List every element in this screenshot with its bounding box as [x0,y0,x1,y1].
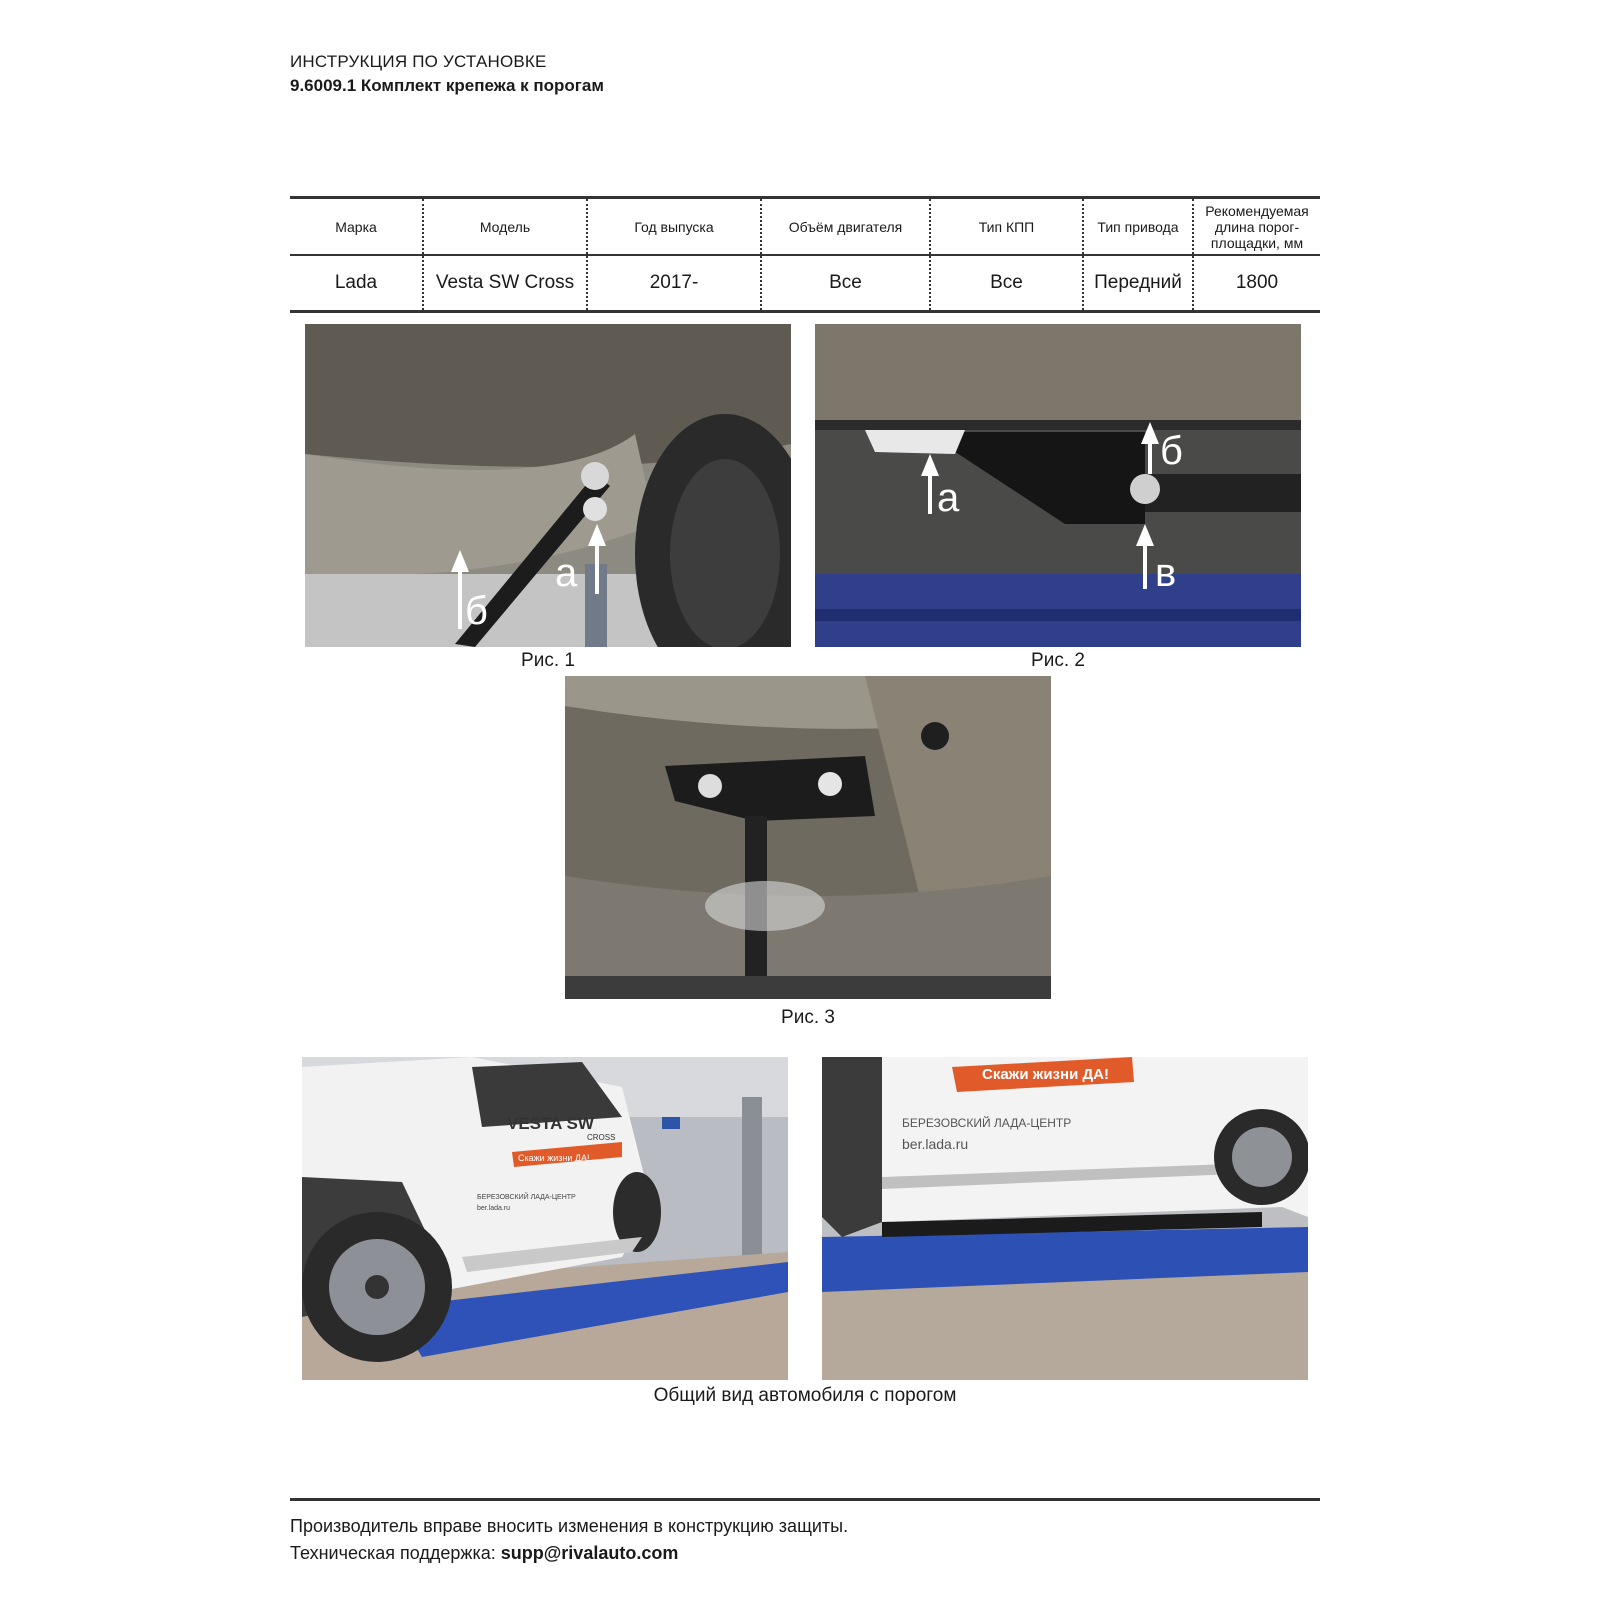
spec-header-cell: Тип привода [1083,198,1193,256]
footer-divider [290,1498,1320,1501]
footer [290,1513,848,1567]
spec-header-cell: Рекомендуемая длина порог-площадки, мм [1193,198,1320,256]
spec-table [290,196,1320,313]
spec-value-cell: Vesta SW Cross [423,255,587,312]
overview-car-text-model: VESTA SW [507,1114,594,1133]
figure-1-label-b: б [465,589,488,633]
footer-support-label: Техническая поддержка: [290,1543,496,1563]
figure-1-label-a: а [555,551,578,595]
figure-2-label-a: а [937,476,960,520]
overview-car-text-site-2: ber.lada.ru [902,1136,969,1152]
overview-car-text-slogan: Скажи жизни ДА! [518,1153,590,1163]
overview-car-text-dealer-2: БЕРЕЗОВСКИЙ ЛАДА-ЦЕНТР [902,1116,1072,1130]
figure-2-photo [815,324,1301,647]
spec-header-cell: Модель [423,198,587,256]
document-title: ИНСТРУКЦИЯ ПО УСТАНОВКЕ [290,52,547,71]
spec-value-cell: 2017- [587,255,761,312]
overview-car-text-dealer: БЕРЕЗОВСКИЙ ЛАДА-ЦЕНТР [477,1194,576,1201]
spec-table-header-row [290,198,1320,256]
overview-car-text-cross: CROSS [587,1133,616,1142]
support-email-link[interactable]: supp@rivalauto.com [500,1543,679,1563]
spec-header-cell: Год выпуска [587,198,761,256]
spec-header-cell: Тип КПП [930,198,1083,256]
footer-support [290,1540,848,1567]
figure-2-label-b: б [1160,429,1183,473]
spec-value-cell: Передний [1083,255,1193,312]
overview-photo-1 [302,1057,788,1380]
spec-value-cell: Lada [334,272,378,293]
figure-1-photo [305,324,791,647]
overview-caption: Общий вид автомобиля с порогом [653,1385,957,1406]
figure-2-label-v: в [1155,551,1177,595]
overview-car-text-slogan-2: Скажи жизни ДА! [982,1066,1109,1083]
spec-value-cell: Все [930,255,1083,312]
spec-header-cell: Объём двигателя [761,198,930,256]
footer-disclaimer: Производитель вправе вносить изменения в конструкцию защиты. [290,1516,849,1536]
figure-3-photo [565,676,1051,999]
spec-value-cell: 1800 [1193,255,1320,312]
spec-table-row [290,255,1320,312]
overview-photo-2 [822,1057,1308,1380]
figure-1-caption: Рис. 1 [521,650,575,671]
overview-car-text-site: ber.lada.ru [477,1205,511,1212]
spec-value-cell: Все [761,255,930,312]
figure-3-caption: Рис. 3 [781,1007,835,1028]
document-header [290,50,604,98]
spec-header-cell: Марка [290,198,423,256]
document-subtitle: 9.6009.1 Комплект крепежа к порогам [290,76,604,95]
figure-2-caption: Рис. 2 [1031,650,1085,671]
